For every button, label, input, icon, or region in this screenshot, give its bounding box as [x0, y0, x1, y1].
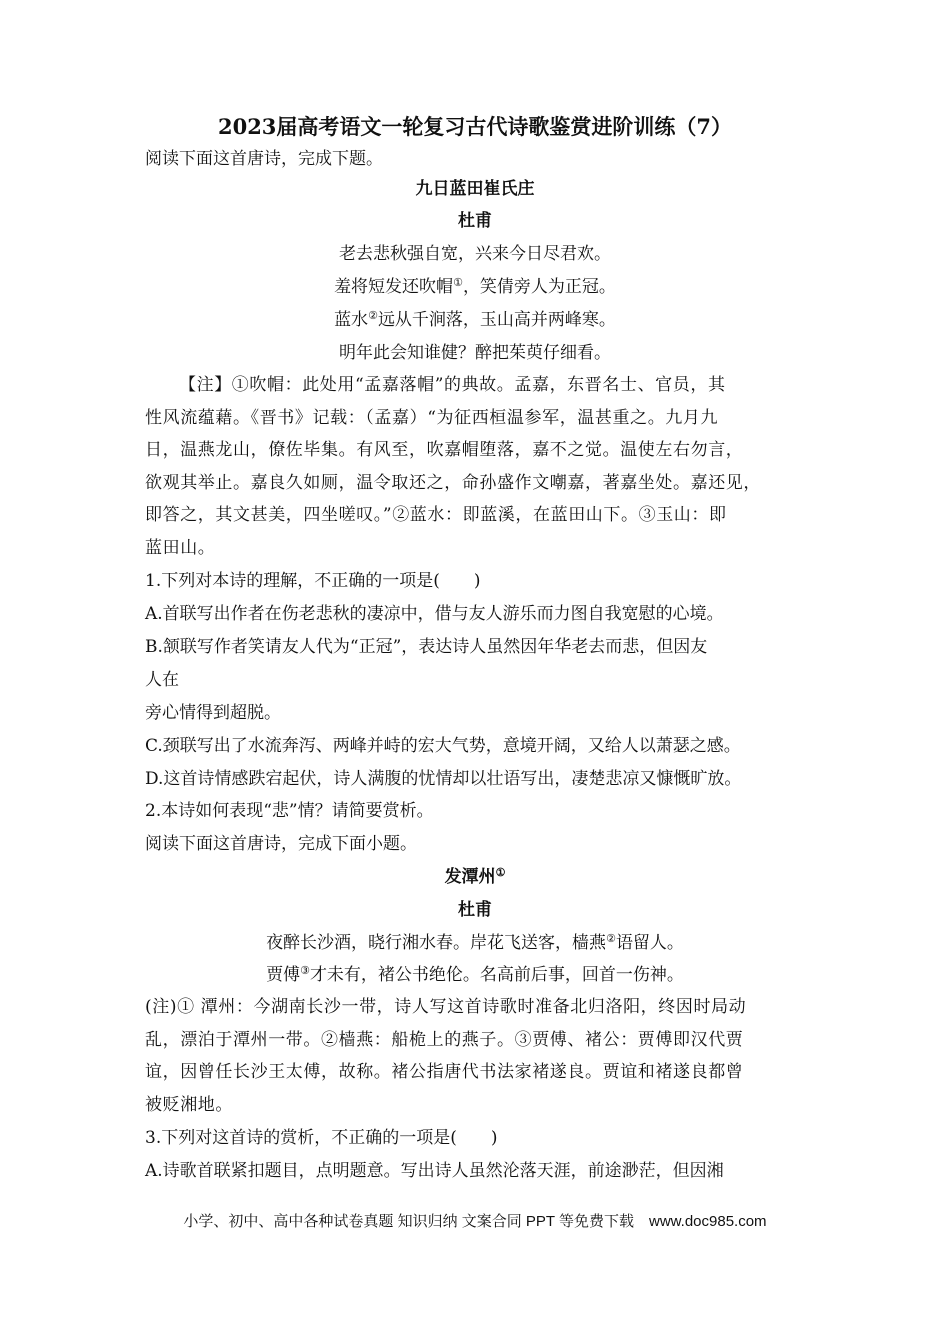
note-line: 被贬湘地。 [145, 1094, 233, 1115]
document-title: 2023届高考语文一轮复习古代诗歌鉴赏进阶训练（7） [217, 114, 733, 139]
question-1-option-b: B.颔联写作者笑请友人代为“正冠”，表达诗人虽然因年华老去而悲，但因友 [145, 637, 708, 657]
footnote-marker: ① [453, 276, 463, 289]
question-1-stem: 1.下列对本诗的理解，不正确的一项是( ) [145, 571, 481, 591]
question-1-option-b-cont2: 旁心情得到超脱。 [145, 703, 281, 723]
footnote-marker: ② [368, 309, 378, 322]
poem2-notes [145, 991, 825, 1121]
poem2-line-1 [0, 927, 950, 959]
poem2-line-1-text-b: 语留人。 [615, 933, 684, 953]
poem2-author: 杜甫 [458, 900, 492, 920]
question-1-option-d: D.这首诗情感跌宕起伏，诗人满腹的忧情却以壮语写出，凄楚悲凉又慷慨旷放。 [145, 769, 742, 789]
question-3-stem: 3.下列对这首诗的赏析，不正确的一项是( ) [145, 1128, 498, 1148]
poem1-notes [145, 369, 825, 564]
poem1-line-3-text-a: 蓝水 [334, 310, 369, 330]
poem1-line-1: 老去悲秋强自宽，兴来今日尽君欢。 [339, 244, 611, 264]
note-line: 谊，因曾任长沙王太傅，故称。褚公指唐代书法家褚遂良。贾谊和褚遂良都曾 [145, 1062, 744, 1082]
note-line: 性风流蕴藉。《晋书》记载：（孟嘉）“为征西桓温参军，温甚重之。九月九 [145, 407, 719, 428]
poem1-line-2 [0, 271, 950, 303]
note-line: 乱，漂泊于潭州一带。②樯燕：船桅上的燕子。③贾傅、褚公：贾傅即汉代贾 [145, 1029, 744, 1050]
question-1-option-a: A.首联写出作者在伤老悲秋的凄凉中，借与友人游乐而力图自我宽慰的心境。 [145, 604, 724, 624]
poem2-line-2-text-b: 才未有，褚公书绝伦。名高前后事，回首一伤神。 [309, 965, 684, 985]
note-line: 蓝田山。 [145, 537, 216, 558]
poem1-line-2-text-b: ，笑倩旁人为正冠。 [462, 277, 616, 297]
poem1-title: 九日蓝田崔氏庄 [415, 179, 535, 199]
instruction-1: 阅读下面这首唐诗，完成下题。 [145, 149, 383, 169]
poem1-line-3 [0, 304, 950, 336]
note-line: (注)① 潭州：今湖南长沙一带，诗人写这首诗歌时准备北归洛阳，终因时局动 [145, 997, 747, 1017]
note-line: 【注】①吹帽：此处用“孟嘉落帽”的典故。孟嘉，东晋名士、官员，其 [179, 375, 726, 395]
poem2-title [0, 861, 950, 893]
question-2: 2.本诗如何表现“悲”情？请简要赏析。 [145, 801, 434, 821]
instruction-2: 阅读下面这首唐诗，完成下面小题。 [145, 834, 417, 854]
poem1-line-4: 明年此会知谁健？醉把茱萸仔细看。 [339, 343, 611, 363]
question-1-option-c: C.颈联写出了水流奔泻、两峰并峙的宏大气势，意境开阔，又给人以萧瑟之感。 [145, 736, 741, 756]
page-footer: 小学、初中、高中各种试卷真题 知识归纳 文案合同 PPT 等免费下载 www.doc985.com [183, 1213, 767, 1230]
question-3-option-a: A.诗歌首联紧扣题目，点明题意。写出诗人虽然沦落天涯，前途渺茫，但因湘 [145, 1161, 724, 1181]
note-line: 欲观其举止。嘉良久如厕，温令取还之，命孙盛作文嘲嘉，著嘉坐处。嘉还见， [145, 472, 761, 493]
poem2-line-2 [0, 959, 950, 991]
poem1-line-3-text-b: 远从千涧落，玉山高并两峰寒。 [377, 310, 616, 330]
note-line: 日，温燕龙山，僚佐毕集。有风至，吹嘉帽堕落，嘉不之觉。温使左右勿言， [145, 440, 744, 460]
poem2-title-text: 发潭州 [444, 867, 496, 887]
note-line: 即答之，其文甚美，四坐嗟叹。”②蓝水：即蓝溪，在蓝田山下。③玉山：即 [145, 505, 727, 525]
poem2-line-1-text-a: 夜醉长沙酒，晓行湘水春。岸花飞送客，樯燕 [266, 933, 607, 953]
footnote-marker: ② [606, 932, 616, 945]
poem1-line-2-text-a: 羞将短发还吹帽 [334, 277, 454, 297]
footnote-marker: ③ [300, 964, 310, 977]
question-1-option-b-cont: 人在 [145, 670, 179, 690]
footnote-marker: ① [495, 866, 506, 879]
poem1-author: 杜甫 [458, 211, 492, 231]
poem2-line-2-text-a: 贾傅 [266, 965, 301, 985]
